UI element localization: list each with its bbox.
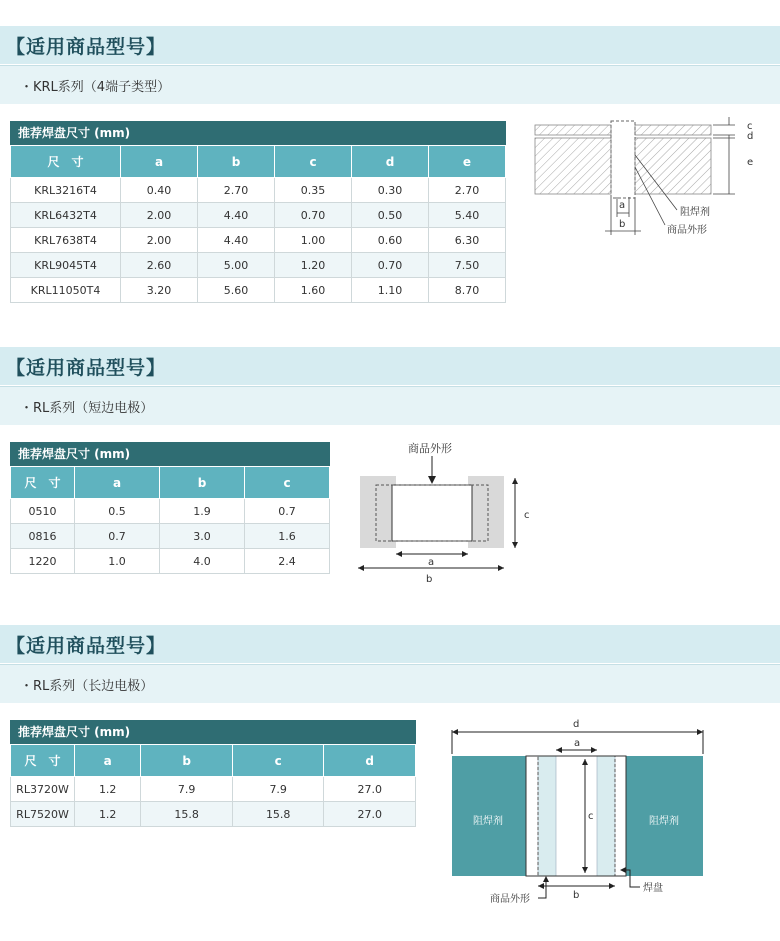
header-d: d [352,146,429,178]
cell-a: 1.0 [75,549,160,574]
section2-title: 【适用商品型号】 [6,357,167,379]
section3-table-caption: 推荐焊盘尺寸 (mm) [10,720,416,744]
pad-left [538,756,556,876]
section3-title-bar [0,625,780,663]
cell-c: 1.20 [275,253,352,278]
label-solder-resist-right: 阻焊剂 [649,816,679,827]
section3-title: 【适用商品型号】 [6,635,167,657]
table-row [11,253,506,278]
label-product-outline: 商品外形 [667,225,707,236]
dim-label-b: b [573,890,580,901]
product-outline [611,121,635,198]
header-size: 尺 寸 [11,467,75,499]
header-c: c [232,745,324,777]
cell-b: 4.0 [160,549,245,574]
land-right [468,476,504,548]
cell-b: 3.0 [160,524,245,549]
dim-label-c: c [524,510,530,521]
table-row [11,178,506,203]
header-a: a [75,467,160,499]
cell-b: 7.9 [141,777,233,802]
cell-d: 0.50 [352,203,429,228]
cell-b: 1.9 [160,499,245,524]
cell-model: KRL6432T4 [11,203,121,228]
cell-b: 4.40 [198,203,275,228]
dim-label-a: a [619,200,626,211]
cell-c: 1.6 [245,524,330,549]
cell-c: 0.70 [275,203,352,228]
section1-table [10,121,506,303]
cell-a: 2.00 [121,228,198,253]
section1-land-pattern-diagram [525,115,765,245]
pad-right [597,756,615,876]
cell-model: 1220 [11,549,75,574]
cell-c: 1.60 [275,278,352,303]
section2-table [10,442,330,574]
cell-d: 0.70 [352,253,429,278]
section1-title: 【适用商品型号】 [6,36,167,58]
cell-a: 1.2 [75,777,141,802]
header-b: b [198,146,275,178]
cell-model: KRL7638T4 [11,228,121,253]
section2-subtitle-bar [0,386,780,425]
cell-e: 8.70 [429,278,506,303]
cell-c: 0.35 [275,178,352,203]
table-row [11,549,330,574]
cell-d: 27.0 [324,777,416,802]
header-b: b [160,467,245,499]
section2-land-pattern-diagram [350,436,540,586]
cell-model: KRL9045T4 [11,253,121,278]
section1-subtitle-bar [0,65,780,104]
dim-label-c: c [747,121,753,132]
cell-b: 4.40 [198,228,275,253]
dim-label-b: b [619,219,626,230]
header-size: 尺 寸 [11,146,121,178]
table-row [11,228,506,253]
section3-land-pattern-diagram [440,712,720,907]
cell-c: 2.4 [245,549,330,574]
header-c: c [245,467,330,499]
cell-c: 15.8 [232,802,324,827]
dim-label-e: e [747,157,754,168]
table-row [11,802,416,827]
cell-e: 2.70 [429,178,506,203]
cell-b: 15.8 [141,802,233,827]
section1-title-bar [0,26,780,64]
cell-c: 7.9 [232,777,324,802]
land-left [360,476,396,548]
cell-d: 0.60 [352,228,429,253]
cell-e: 7.50 [429,253,506,278]
table-row [11,278,506,303]
section2-title-bar [0,347,780,385]
header-size: 尺 寸 [11,745,75,777]
dim-label-a: a [428,557,435,568]
table-row [11,777,416,802]
label-product-outline: 商品外形 [408,442,452,455]
cell-c: 0.7 [245,499,330,524]
label-solder-resist-left: 阻焊剂 [473,816,503,827]
dim-label-a: a [574,738,581,749]
section3-subtitle-bar [0,664,780,703]
label-solder-resist: 阻焊剂 [680,207,710,218]
table-row [11,203,506,228]
cell-e: 6.30 [429,228,506,253]
header-a: a [75,745,141,777]
resist-hatched-area [535,125,711,194]
section1-subtitle: ・KRL系列（4端子类型） [20,80,171,95]
cell-model: 0510 [11,499,75,524]
cell-model: RL7520W [11,802,75,827]
cell-e: 5.40 [429,203,506,228]
cell-a: 2.00 [121,203,198,228]
header-c: c [275,146,352,178]
header-d: d [324,745,416,777]
label-product-outline: 商品外形 [490,894,530,905]
dim-label-b: b [426,574,433,585]
section1-table-caption: 推荐焊盘尺寸 (mm) [10,121,506,145]
header-a: a [121,146,198,178]
table-row [11,499,330,524]
cell-b: 5.00 [198,253,275,278]
cell-model: RL3720W [11,777,75,802]
cell-d: 27.0 [324,802,416,827]
cell-a: 1.2 [75,802,141,827]
header-b: b [141,745,233,777]
cell-model: 0816 [11,524,75,549]
header-e: e [429,146,506,178]
cell-d: 1.10 [352,278,429,303]
cell-model: KRL11050T4 [11,278,121,303]
dim-label-d: d [747,131,754,142]
label-pad: 焊盘 [643,883,663,894]
section3-subtitle: ・RL系列（长边电极） [20,679,154,694]
cell-b: 2.70 [198,178,275,203]
cell-b: 5.60 [198,278,275,303]
cell-model: KRL3216T4 [11,178,121,203]
section3-table [10,720,416,827]
cell-d: 0.30 [352,178,429,203]
section2-subtitle: ・RL系列（短边电极） [20,401,154,416]
dim-label-d: d [573,719,580,730]
cell-a: 3.20 [121,278,198,303]
cell-a: 0.5 [75,499,160,524]
table-row [11,524,330,549]
cell-a: 0.7 [75,524,160,549]
section2-table-caption: 推荐焊盘尺寸 (mm) [10,442,330,466]
cell-a: 2.60 [121,253,198,278]
product-body [392,485,472,541]
cell-c: 1.00 [275,228,352,253]
cell-a: 0.40 [121,178,198,203]
dim-label-c: c [588,811,594,822]
